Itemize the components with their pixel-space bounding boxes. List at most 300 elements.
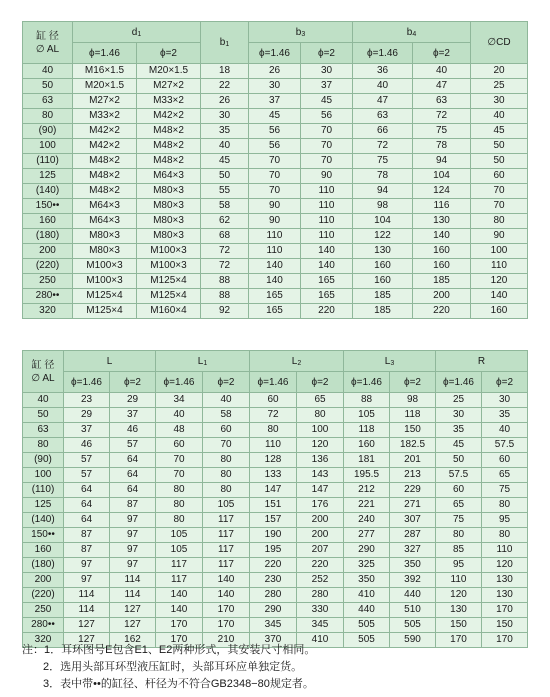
value-cell: 60 [436, 483, 482, 498]
bore-cell: 320 [23, 633, 64, 648]
group-header: L [64, 351, 156, 372]
value-cell: 40 [203, 393, 250, 408]
table-row [23, 483, 528, 498]
bore-cell: 250 [23, 274, 73, 289]
value-cell: 78 [353, 169, 413, 184]
bore-cell: 50 [23, 79, 73, 94]
value-cell: 40 [413, 64, 471, 79]
value-cell: 80 [436, 528, 482, 543]
value-cell: 72 [201, 244, 249, 259]
value-cell: 150 [436, 618, 482, 633]
value-cell: M48×2 [73, 184, 137, 199]
value-cell: 50 [436, 453, 482, 468]
value-cell: 80 [203, 483, 250, 498]
bore-cell: 320 [23, 304, 73, 319]
value-cell: 29 [64, 408, 110, 423]
value-cell: 65 [436, 498, 482, 513]
value-cell: 80 [250, 423, 297, 438]
value-cell: 345 [250, 618, 297, 633]
group-header: $L_2$ [250, 351, 344, 372]
value-cell: 165 [249, 289, 301, 304]
value-cell: 110 [482, 543, 528, 558]
value-cell: 26 [249, 64, 301, 79]
table-row [23, 274, 528, 289]
bore-cell: (140) [23, 184, 73, 199]
table-row [23, 64, 528, 79]
value-cell: 65 [297, 393, 344, 408]
bore-cell: (110) [23, 154, 73, 169]
bore-cell: 150•• [23, 528, 64, 543]
value-cell: M48×2 [137, 139, 201, 154]
value-cell: 40 [353, 79, 413, 94]
subheader-cell: ϕ=2 [390, 372, 436, 393]
value-cell: 72 [250, 408, 297, 423]
value-cell: 80 [156, 483, 203, 498]
value-cell: 58 [201, 199, 249, 214]
value-cell: 140 [249, 259, 301, 274]
value-cell: 50 [471, 139, 528, 154]
value-cell: 40 [156, 408, 203, 423]
subheader-cell: ϕ=1.46 [344, 372, 390, 393]
value-cell: 160 [413, 259, 471, 274]
subheader-cell: ϕ=1.46 [249, 43, 301, 64]
value-cell: 92 [201, 304, 249, 319]
value-cell: 105 [203, 498, 250, 513]
subheader-cell: ϕ=1.46 [250, 372, 297, 393]
bore-cell: 125 [23, 498, 64, 513]
value-cell: M48×2 [137, 124, 201, 139]
value-cell: 160 [413, 244, 471, 259]
value-cell: 105 [344, 408, 390, 423]
value-cell: 70 [301, 139, 353, 154]
subheader-cell: ϕ=2 [203, 372, 250, 393]
value-cell: M20×1.5 [73, 79, 137, 94]
bore-cell: 160 [23, 543, 64, 558]
value-cell: 70 [249, 169, 301, 184]
bore-cell: 100 [23, 139, 73, 154]
value-cell: 128 [250, 453, 297, 468]
value-cell: 50 [201, 169, 249, 184]
value-cell: 80 [156, 498, 203, 513]
value-cell: 350 [390, 558, 436, 573]
value-cell: 127 [110, 603, 156, 618]
value-cell: 97 [110, 543, 156, 558]
value-cell: 110 [249, 244, 301, 259]
value-cell: 392 [390, 573, 436, 588]
value-cell: 505 [390, 618, 436, 633]
bore-cell: (90) [23, 124, 73, 139]
value-cell: 58 [203, 408, 250, 423]
value-cell: 70 [301, 124, 353, 139]
value-cell: 97 [110, 513, 156, 528]
value-cell: 75 [482, 483, 528, 498]
value-cell: 176 [297, 498, 344, 513]
value-cell: 325 [344, 558, 390, 573]
table-clevis-dimensions [22, 350, 528, 648]
value-cell: 114 [110, 588, 156, 603]
subheader-cell: ϕ=1.46 [436, 372, 482, 393]
corner-header: 缸 径 ∅ AL [23, 22, 73, 64]
header-row [23, 351, 528, 372]
value-cell: 65 [482, 468, 528, 483]
value-cell: 505 [344, 633, 390, 648]
bore-cell: 280•• [23, 618, 64, 633]
table-row [23, 573, 528, 588]
value-cell: 104 [413, 169, 471, 184]
table-row [23, 498, 528, 513]
bore-cell: 280•• [23, 289, 73, 304]
value-cell: 87 [64, 543, 110, 558]
value-cell: M16×1.5 [73, 64, 137, 79]
value-cell: M80×3 [137, 184, 201, 199]
value-cell: 350 [344, 573, 390, 588]
value-cell: 117 [203, 558, 250, 573]
value-cell: M80×3 [137, 229, 201, 244]
value-cell: 78 [413, 139, 471, 154]
value-cell: 122 [353, 229, 413, 244]
value-cell: 190 [250, 528, 297, 543]
header-row [23, 22, 528, 43]
value-cell: 40 [471, 109, 528, 124]
value-cell: 130 [436, 603, 482, 618]
note-3: 3．表中带••的缸径、杆径为不符合GB2348−80规定者。 [43, 678, 314, 690]
value-cell: 182.5 [390, 438, 436, 453]
value-cell: M33×2 [73, 109, 137, 124]
value-cell: M64×3 [137, 169, 201, 184]
value-cell: 345 [297, 618, 344, 633]
value-cell: 118 [390, 408, 436, 423]
value-cell: 130 [413, 214, 471, 229]
value-cell: 47 [413, 79, 471, 94]
table-row [23, 408, 528, 423]
footnotes [22, 642, 542, 693]
value-cell: 62 [201, 214, 249, 229]
value-cell: 133 [250, 468, 297, 483]
value-cell: 80 [482, 498, 528, 513]
bore-cell: (220) [23, 259, 73, 274]
value-cell: 26 [201, 94, 249, 109]
value-cell: 70 [249, 184, 301, 199]
value-cell: 140 [301, 244, 353, 259]
table-row [23, 304, 528, 319]
value-cell: M100×3 [137, 244, 201, 259]
value-cell: 170 [436, 633, 482, 648]
group-header: $d_1$ [73, 22, 201, 43]
bore-cell: 40 [23, 64, 73, 79]
value-cell: 45 [436, 438, 482, 453]
table-row [23, 184, 528, 199]
group-header: $L_1$ [156, 351, 250, 372]
value-cell: 97 [64, 558, 110, 573]
value-cell: 280 [297, 588, 344, 603]
table-row [23, 154, 528, 169]
value-cell: 151 [250, 498, 297, 513]
value-cell: 130 [353, 244, 413, 259]
value-cell: 200 [413, 289, 471, 304]
group-header: $b_4$ [353, 22, 471, 43]
value-cell: 37 [249, 94, 301, 109]
value-cell: 72 [413, 109, 471, 124]
value-cell: 23 [64, 393, 110, 408]
value-cell: M48×2 [137, 154, 201, 169]
value-cell: 60 [156, 438, 203, 453]
value-cell: M27×2 [73, 94, 137, 109]
value-cell: 590 [390, 633, 436, 648]
value-cell: 120 [482, 558, 528, 573]
value-cell: 165 [301, 289, 353, 304]
bore-cell: 100 [23, 468, 64, 483]
value-cell: 330 [297, 603, 344, 618]
value-cell: 36 [353, 64, 413, 79]
value-cell: 220 [297, 558, 344, 573]
value-cell: 104 [353, 214, 413, 229]
bore-cell: (180) [23, 229, 73, 244]
value-cell: 150 [390, 423, 436, 438]
table-row [23, 453, 528, 468]
value-cell: 207 [297, 543, 344, 558]
value-cell: 114 [64, 603, 110, 618]
value-cell: 157 [250, 513, 297, 528]
value-cell: 57 [64, 468, 110, 483]
value-cell: M80×3 [137, 199, 201, 214]
value-cell: 105 [156, 528, 203, 543]
value-cell: 195 [250, 543, 297, 558]
value-cell: M33×2 [137, 94, 201, 109]
value-cell: 57 [110, 438, 156, 453]
value-cell: 70 [471, 184, 528, 199]
table-row [23, 558, 528, 573]
value-cell: 80 [156, 513, 203, 528]
value-cell: 88 [201, 289, 249, 304]
value-cell: 117 [156, 558, 203, 573]
value-cell: 410 [344, 588, 390, 603]
value-cell: 290 [344, 543, 390, 558]
value-cell: 410 [297, 633, 344, 648]
value-cell: 48 [156, 423, 203, 438]
value-cell: 220 [413, 304, 471, 319]
table-rod-end-dimensions [22, 21, 528, 319]
value-cell: 75 [413, 124, 471, 139]
value-cell: 110 [301, 184, 353, 199]
value-cell: 200 [297, 513, 344, 528]
value-cell: 140 [471, 289, 528, 304]
value-cell: 29 [110, 393, 156, 408]
value-cell: 213 [390, 468, 436, 483]
value-cell: 70 [471, 199, 528, 214]
value-cell: M20×1.5 [137, 64, 201, 79]
value-cell: 63 [413, 94, 471, 109]
value-cell: 46 [110, 423, 156, 438]
bore-cell: (140) [23, 513, 64, 528]
value-cell: 440 [390, 588, 436, 603]
value-cell: 110 [250, 438, 297, 453]
value-cell: 100 [297, 423, 344, 438]
bore-cell: (90) [23, 453, 64, 468]
value-cell: 70 [156, 453, 203, 468]
value-cell: 70 [156, 468, 203, 483]
value-cell: 140 [156, 603, 203, 618]
value-cell: 117 [156, 573, 203, 588]
value-cell: M80×3 [73, 244, 137, 259]
value-cell: 110 [249, 229, 301, 244]
value-cell: 160 [353, 259, 413, 274]
value-cell: 30 [201, 109, 249, 124]
value-cell: M42×2 [73, 139, 137, 154]
value-cell: 97 [110, 558, 156, 573]
bore-cell: 160 [23, 214, 73, 229]
value-cell: 110 [471, 259, 528, 274]
note-1: 注：1．耳环图号E包含E1、E2两种形式，其安装尺寸相同。 [22, 644, 316, 656]
value-cell: 162 [110, 633, 156, 648]
value-cell: 45 [201, 154, 249, 169]
value-cell: 95 [482, 513, 528, 528]
value-cell: 45 [249, 109, 301, 124]
value-cell: 47 [353, 94, 413, 109]
value-cell: 327 [390, 543, 436, 558]
value-cell: 80 [203, 453, 250, 468]
value-cell: 40 [201, 139, 249, 154]
value-cell: 75 [353, 154, 413, 169]
value-cell: 80 [471, 214, 528, 229]
value-cell: 114 [110, 573, 156, 588]
value-cell: 290 [250, 603, 297, 618]
value-cell: M48×2 [73, 154, 137, 169]
value-cell: 118 [344, 423, 390, 438]
value-cell: 185 [353, 289, 413, 304]
value-cell: 117 [203, 543, 250, 558]
value-cell: 64 [110, 468, 156, 483]
value-cell: 95 [436, 558, 482, 573]
value-cell: 57 [64, 453, 110, 468]
value-cell: 277 [344, 528, 390, 543]
value-cell: 140 [203, 588, 250, 603]
value-cell: M27×2 [137, 79, 201, 94]
value-cell: 160 [471, 304, 528, 319]
group-header: R [436, 351, 528, 372]
subheader-cell: ϕ=1.46 [156, 372, 203, 393]
bore-cell: 250 [23, 603, 64, 618]
value-cell: 110 [301, 214, 353, 229]
value-cell: 64 [64, 483, 110, 498]
value-cell: 30 [249, 79, 301, 94]
value-cell: 140 [249, 274, 301, 289]
value-cell: M64×3 [73, 199, 137, 214]
value-cell: 88 [344, 393, 390, 408]
bore-cell: (110) [23, 483, 64, 498]
value-cell: 90 [301, 169, 353, 184]
value-cell: 46 [64, 438, 110, 453]
value-cell: 64 [64, 513, 110, 528]
table-row [23, 528, 528, 543]
value-cell: 35 [201, 124, 249, 139]
value-cell: 287 [390, 528, 436, 543]
value-cell: 56 [249, 124, 301, 139]
value-cell: M100×3 [73, 259, 137, 274]
bore-cell: 50 [23, 408, 64, 423]
table-row [23, 393, 528, 408]
value-cell: 90 [249, 214, 301, 229]
value-cell: 370 [250, 633, 297, 648]
bore-cell: 125 [23, 169, 73, 184]
table-row [23, 124, 528, 139]
value-cell: 170 [156, 618, 203, 633]
value-cell: 307 [390, 513, 436, 528]
value-cell: 68 [201, 229, 249, 244]
value-cell: 45 [471, 124, 528, 139]
bore-cell: 200 [23, 244, 73, 259]
value-cell: 70 [203, 438, 250, 453]
value-cell: 70 [249, 154, 301, 169]
table-row [23, 438, 528, 453]
value-cell: M48×2 [73, 169, 137, 184]
value-cell: 170 [203, 618, 250, 633]
value-cell: 98 [390, 393, 436, 408]
value-cell: 64 [64, 498, 110, 513]
value-cell: M80×3 [137, 214, 201, 229]
note-2: 2．选用头部耳环型液压缸时，头部耳环应单独定货。 [43, 661, 303, 673]
value-cell: 25 [436, 393, 482, 408]
value-cell: 88 [201, 274, 249, 289]
value-cell: 35 [436, 423, 482, 438]
value-cell: 116 [413, 199, 471, 214]
bore-cell: (220) [23, 588, 64, 603]
value-cell: 60 [203, 423, 250, 438]
value-cell: 64 [110, 453, 156, 468]
value-cell: 120 [471, 274, 528, 289]
value-cell: 34 [156, 393, 203, 408]
value-cell: M125×4 [73, 304, 137, 319]
bore-cell: 63 [23, 423, 64, 438]
value-cell: 160 [344, 438, 390, 453]
value-cell: 212 [344, 483, 390, 498]
table-row [23, 603, 528, 618]
value-cell: 240 [344, 513, 390, 528]
bore-cell: 80 [23, 438, 64, 453]
group-header: $L_3$ [344, 351, 436, 372]
bore-cell: 150•• [23, 199, 73, 214]
value-cell: 185 [413, 274, 471, 289]
value-cell: 165 [301, 274, 353, 289]
bore-cell: 200 [23, 573, 64, 588]
table-row [23, 423, 528, 438]
value-cell: 510 [390, 603, 436, 618]
value-cell: M42×2 [137, 109, 201, 124]
value-cell: 50 [471, 154, 528, 169]
value-cell: 66 [353, 124, 413, 139]
table-row [23, 468, 528, 483]
value-cell: 120 [436, 588, 482, 603]
value-cell: 195.5 [344, 468, 390, 483]
value-cell: 105 [156, 543, 203, 558]
table-row [23, 214, 528, 229]
group-header: $b_1$ [201, 22, 249, 64]
table-row [23, 229, 528, 244]
value-cell: 229 [390, 483, 436, 498]
value-cell: 56 [301, 109, 353, 124]
table-row [23, 199, 528, 214]
group-header: ∅CD [471, 22, 528, 64]
table-row [23, 79, 528, 94]
table-row [23, 513, 528, 528]
table-row [23, 618, 528, 633]
value-cell: 200 [297, 528, 344, 543]
value-cell: 87 [110, 498, 156, 513]
value-cell: 70 [301, 154, 353, 169]
value-cell: 94 [353, 184, 413, 199]
value-cell: 160 [353, 274, 413, 289]
value-cell: 117 [203, 528, 250, 543]
subheader-cell: ϕ=2 [297, 372, 344, 393]
